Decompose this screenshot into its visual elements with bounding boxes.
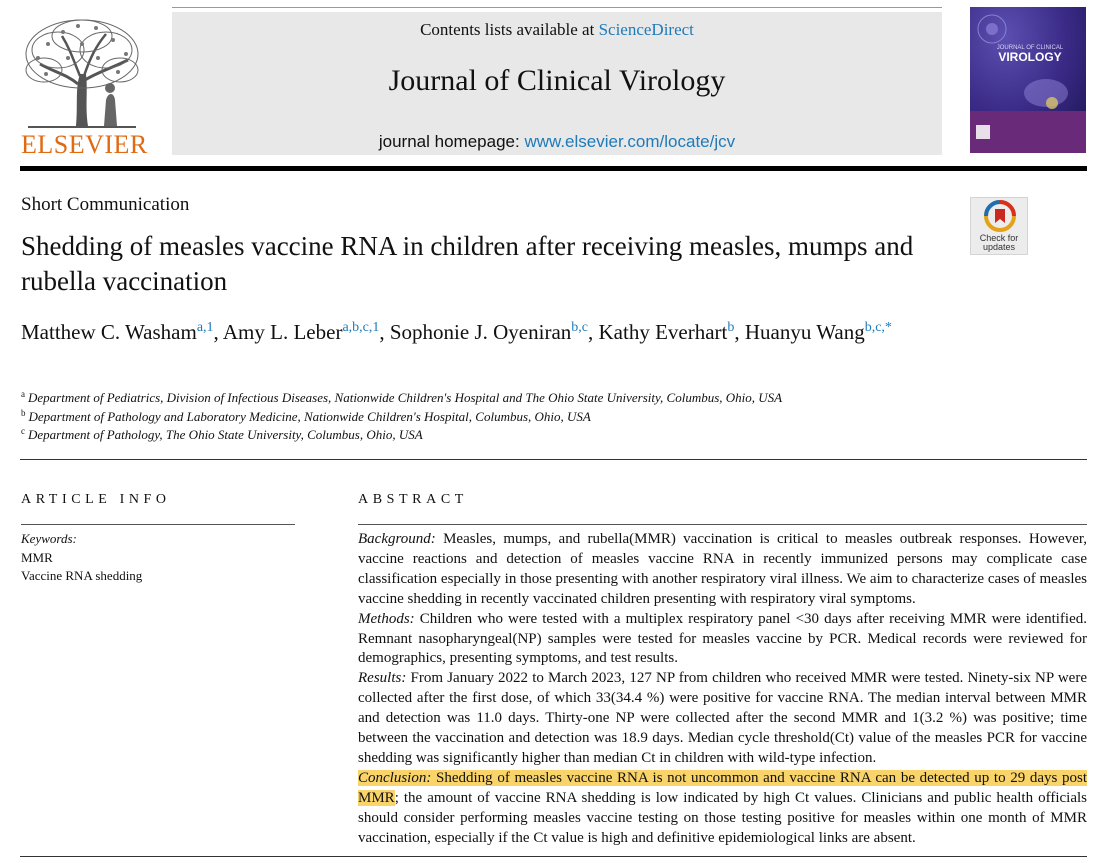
sciencedirect-link[interactable]: ScienceDirect [598, 20, 694, 39]
check-updates-label [971, 234, 1027, 252]
author-name[interactable]: Kathy Everhart [598, 320, 728, 344]
article-info-heading: ARTICLE INFO [21, 492, 171, 507]
background-label: Background: [358, 531, 436, 547]
keyword-list [21, 549, 142, 585]
publisher-name: ELSEVIER [21, 130, 148, 159]
cover-title: VIROLOGY [998, 50, 1062, 64]
author-name[interactable]: Huanyu Wang [744, 320, 865, 344]
article-info-rule [21, 524, 295, 525]
conclusion-highlight: Shedding of measles vaccine RNA is not uncommon and vaccine RNA can be detected up to 29 days post MMR [358, 769, 1088, 806]
author-affiliation-marks[interactable]: b,c [571, 320, 588, 335]
affiliation-mark: b [21, 407, 26, 418]
check-updates-icon [971, 198, 1029, 234]
affiliation-text: Department of Pathology and Laboratory Medicine, Nationwide Children's Hospital, Columbus, Ohio, USA [28, 408, 591, 424]
affiliation-text: Department of Pathology, The Ohio State University, Columbus, Ohio, USA [28, 427, 423, 442]
conclusion-text: ; the amount of vaccine RNA shedding is low indicated by high Ct values. Clinicians and public health officials should consider performing measles vaccine testing on those testing positive for measles within one month of MMR vaccination, especially if the Ct value is high and definitive epidemiological links are absent. [358, 789, 1087, 846]
article-title: Shedding of measles vaccine RNA in children after receiving measles, mumps and rubella vaccination [21, 231, 914, 296]
methods-text: Children who were tested with a multiplex respiratory panel <30 days after receiving MMR were identified. Remnant nasopharyngeal(NP) samples were tested for measles vaccine by PCR. Medical records were reviewed for demographics, presenting symptoms, and test results. [358, 610, 1087, 667]
bottom-rule [20, 856, 1087, 857]
affiliation-text: Department of Pediatrics, Division of Infectious Diseases, Nationwide Children's Hospital and The Ohio State University, Columbus, Ohio, USA [28, 390, 783, 405]
results-text: From January 2022 to March 2023, 127 NP from children who received MMR were tested. Ninety-six NP were collected after the first dose, of which 33(34.4 %) were positive for vaccine RNA. The median interval between MMR and detection was 11.0 days. Thirty-one NP were collected after the second MMR and 1(3.2 %) was positive; time between the vaccination and detection was 18.9 days. Median cycle threshold(Ct) value of the measles PCR for vaccine shedding was significantly higher than median Ct in children with wild-type infection. [358, 670, 1087, 766]
header-bottom-rule [20, 166, 1087, 171]
author-separator: , [734, 320, 740, 344]
check-updates-line1: Check for [979, 233, 1019, 243]
abstract-conclusion [358, 769, 1087, 849]
check-updates-line2: updates [982, 242, 1016, 252]
keyword-item: MMR [21, 550, 53, 565]
author-separator: , [588, 320, 594, 344]
abstract-results [358, 669, 1087, 769]
results-label: Results: [358, 670, 407, 687]
affiliation-item [21, 426, 782, 445]
journal-homepage-link[interactable]: www.elsevier.com/locate/jcv [524, 132, 736, 151]
author-affiliation-marks[interactable]: b,c,* [864, 320, 892, 335]
author-separator: , [379, 320, 385, 344]
affiliation-item [21, 408, 782, 427]
conclusion-label: Conclusion: [358, 769, 432, 786]
abstract-methods [358, 610, 1087, 670]
header-top-rule [172, 7, 942, 8]
author-affiliation-marks[interactable]: a,1 [196, 320, 214, 335]
check-for-updates-button[interactable] [970, 197, 1028, 255]
journal-cover-image[interactable] [970, 7, 1086, 153]
author-name[interactable]: Amy L. Leber [222, 320, 343, 344]
author-separator: , [213, 320, 219, 344]
author-affiliation-marks[interactable]: a,b,c,1 [342, 320, 380, 335]
methods-label: Methods: [358, 610, 415, 627]
author-list [21, 318, 1021, 346]
homepage-line [172, 132, 942, 152]
author-affiliation-marks[interactable]: b [727, 320, 735, 335]
article-type: Short Communication [21, 194, 190, 215]
abstract-rule [358, 524, 1087, 525]
author-name[interactable]: Matthew C. Washam [21, 320, 197, 344]
journal-masthead [172, 12, 942, 155]
abstract-background [358, 530, 1087, 610]
affiliation-item [21, 389, 782, 408]
background-text: Measles, mumps, and rubella(MMR) vaccination is critical to measles outbreak responses. However, vaccine reactions and detection of measles vaccine RNA in recently immunized persons may complicate case classification especially in those presenting with another respiratory viral illness. We aim to characterize cases of measles vaccine shedding in recently vaccinated children presenting with respiratory viral symptoms. [358, 531, 1088, 607]
author-name[interactable]: Sophonie J. Oyeniran [389, 320, 572, 344]
keyword-item: Vaccine RNA shedding [21, 568, 143, 583]
contents-line [172, 20, 942, 40]
contents-prefix: Contents lists available at [420, 20, 595, 39]
section-divider [20, 459, 1087, 460]
affiliation-list [21, 389, 782, 445]
homepage-prefix: journal homepage: [378, 132, 520, 151]
keywords-label: Keywords: [21, 531, 77, 546]
abstract-body [358, 530, 1087, 849]
cover-title-small: JOURNAL OF CLINICAL [996, 45, 1064, 51]
journal-title: Journal of Clinical Virology [388, 64, 726, 97]
affiliation-mark: c [21, 426, 25, 436]
affiliation-mark: a [21, 389, 25, 399]
abstract-heading: ABSTRACT [358, 492, 468, 507]
